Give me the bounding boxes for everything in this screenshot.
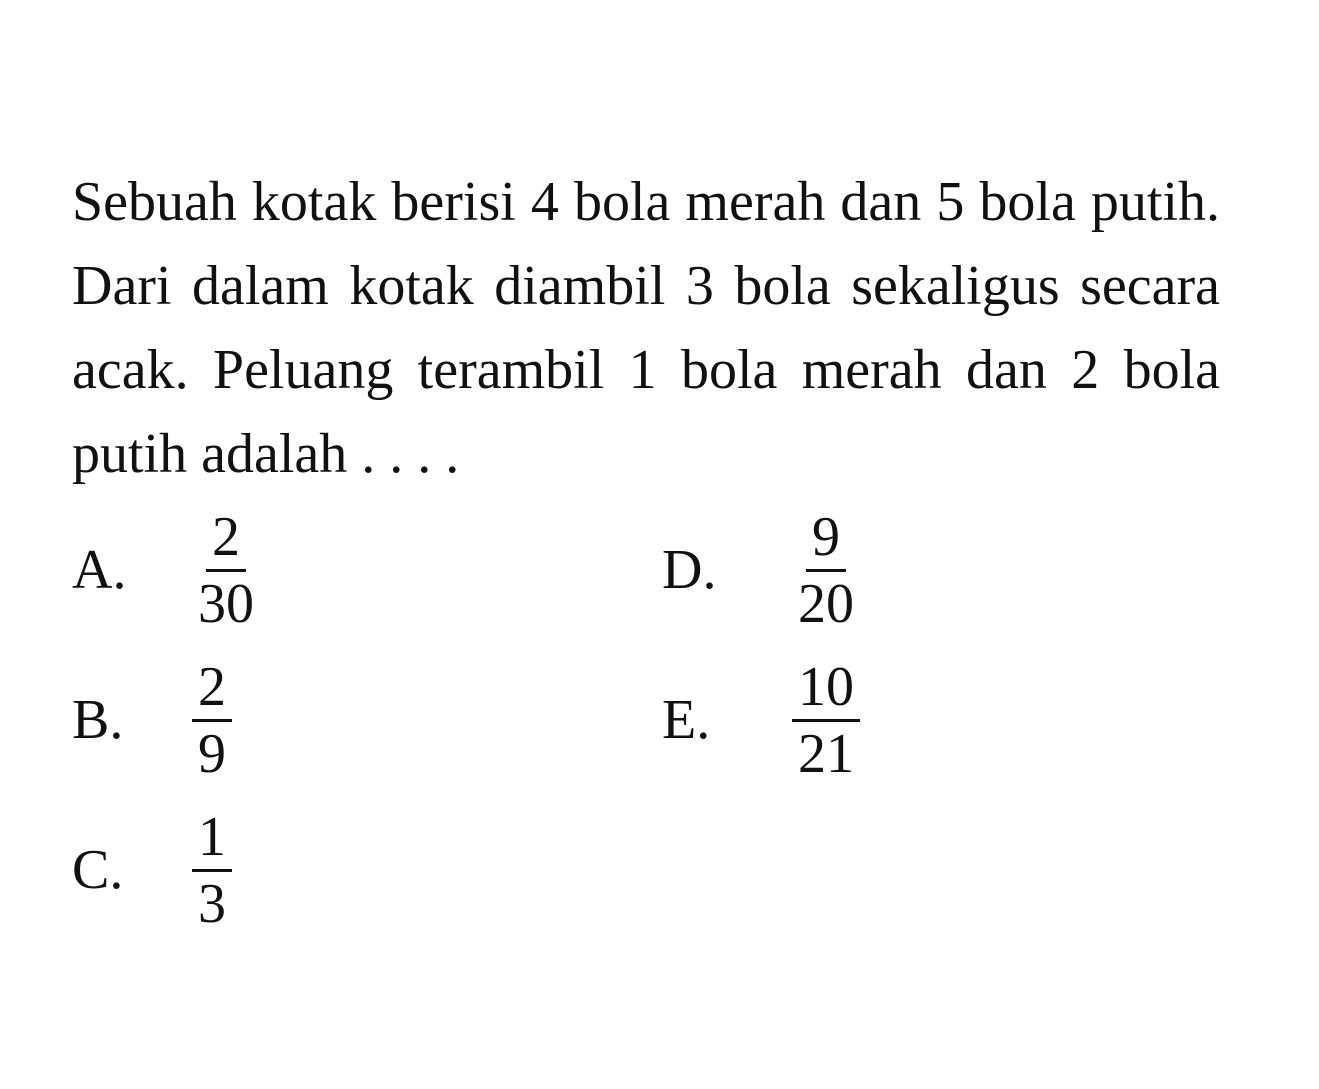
option-a[interactable]	[72, 505, 260, 635]
option-letter: E.	[662, 689, 711, 751]
fraction-denominator: 21	[798, 722, 854, 785]
fraction-denominator: 3	[198, 872, 226, 935]
fraction	[192, 805, 232, 935]
option-letter: D.	[662, 539, 717, 601]
fraction-numerator: 1	[192, 809, 232, 872]
fraction-numerator: 10	[792, 659, 860, 722]
option-c[interactable]	[72, 805, 232, 935]
fraction-numerator: 2	[206, 509, 246, 572]
question-text: Sebuah kotak berisi 4 bola merah dan 5 bola putih. Dari dalam kotak diambil 3 bola sekaligus secara acak. Peluang terambil 1 bola merah dan 2 bola putih adalah . . . .	[72, 171, 1220, 485]
fraction	[192, 655, 232, 785]
fraction	[792, 505, 860, 635]
fraction-denominator: 9	[198, 722, 226, 785]
fraction-denominator: 30	[198, 572, 254, 635]
option-d[interactable]	[662, 505, 860, 635]
fraction	[792, 655, 860, 785]
fraction-numerator: 2	[192, 659, 232, 722]
fraction-denominator: 20	[798, 572, 854, 635]
fraction-numerator: 9	[806, 509, 846, 572]
option-letter: C.	[72, 839, 124, 901]
fraction	[192, 505, 260, 635]
option-b[interactable]	[72, 655, 232, 785]
option-e[interactable]	[662, 655, 860, 785]
option-letter: B.	[72, 689, 124, 751]
option-letter: A.	[72, 539, 127, 601]
